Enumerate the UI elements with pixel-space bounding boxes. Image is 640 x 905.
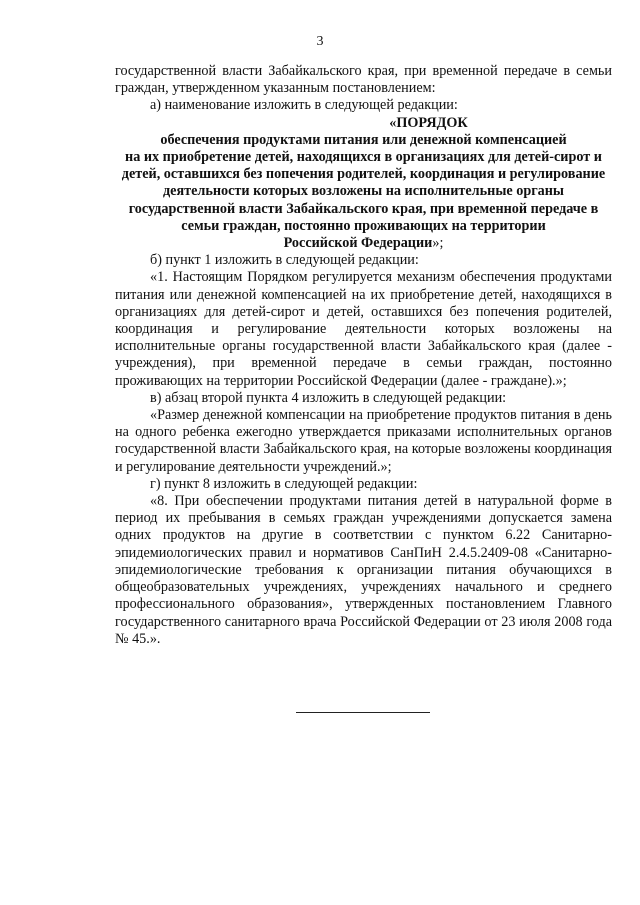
document-body	[115, 63, 612, 648]
procedure-title-line-2: на их приобретение детей, находящихся в организациях для детей-сирот и детей, оставшихся без попечения родителей, координация и регулирование деятельности которых возложены на исполнительные органы государственной власти Забайкальского края, при временной передаче в семьи граждан, постоянно проживающих на территории	[121, 149, 606, 234]
amendment-item-a: а) наименование изложить в следующей редакции:	[150, 97, 458, 114]
procedure-title-line-1: обеспечения продуктами питания или денежной компенсацией	[160, 131, 567, 148]
page-number: 3	[316, 34, 324, 49]
procedure-title	[115, 115, 612, 253]
procedure-title-heading	[115, 115, 612, 132]
point-1-text: «1. Настоящим Порядком регулируется механизм обеспечения продуктами питания или денежной компенсацией на их приобретение детей, находящихся в организациях для детей-сирот и детей, оставшихся без попечения родителей, координация и регулирование деятельности которых возложены на исполнительные органы государственной власти Забайкальского края (далее - учреждения), при временной передаче в семьи граждан, постоянно проживающих на территории Российской Федерации (далее - граждане).»;	[115, 269, 612, 389]
title-close-tail: »;	[432, 235, 444, 252]
title-heading-word: ПОРЯДОК	[396, 114, 468, 131]
point-4-text: «Размер денежной компенсации на приобретение продуктов питания в день на одного ребенка ежегодно утверждается приказами исполнительных органов государственной власти Забайкальского края, на которые возложены координация и регулирование деятельности учреждений.»;	[115, 407, 612, 475]
procedure-title-last-line	[115, 235, 612, 252]
point-8-text: «8. При обеспечении продуктами питания детей в натуральной форме в период их пребывания в семьях граждан учреждениями допускается замена одних продуктов на другие в соответствии с пунктом 6.22 Санитарно-эпидемиологических правил и нормативов СанПиН 2.4.5.2409-08 «Санитарно-эпидемиологические требования к организации питания обучающихся в общеобразовательных учреждениях, учреждениях начального и среднего профессионального образования», утвержденных постановлением Главного государственного санитарного врача Российской Федерации от 23 июля 2008 года № 45.».	[115, 493, 612, 647]
closing-divider-line	[296, 712, 430, 713]
title-open-quote: «	[389, 114, 397, 131]
amendment-item-v: в) абзац второй пункта 4 изложить в следующей редакции:	[150, 389, 507, 406]
amendment-item-g: г) пункт 8 изложить в следующей редакции:	[150, 475, 418, 492]
title-last-bold: Российской Федерации	[283, 235, 433, 252]
paragraph-intro: государственной власти Забайкальского края, при временной передаче в семьи граждан, утвержденном указанным постановлением:	[115, 63, 612, 97]
amendment-item-b: б) пункт 1 изложить в следующей редакции:	[150, 252, 419, 269]
